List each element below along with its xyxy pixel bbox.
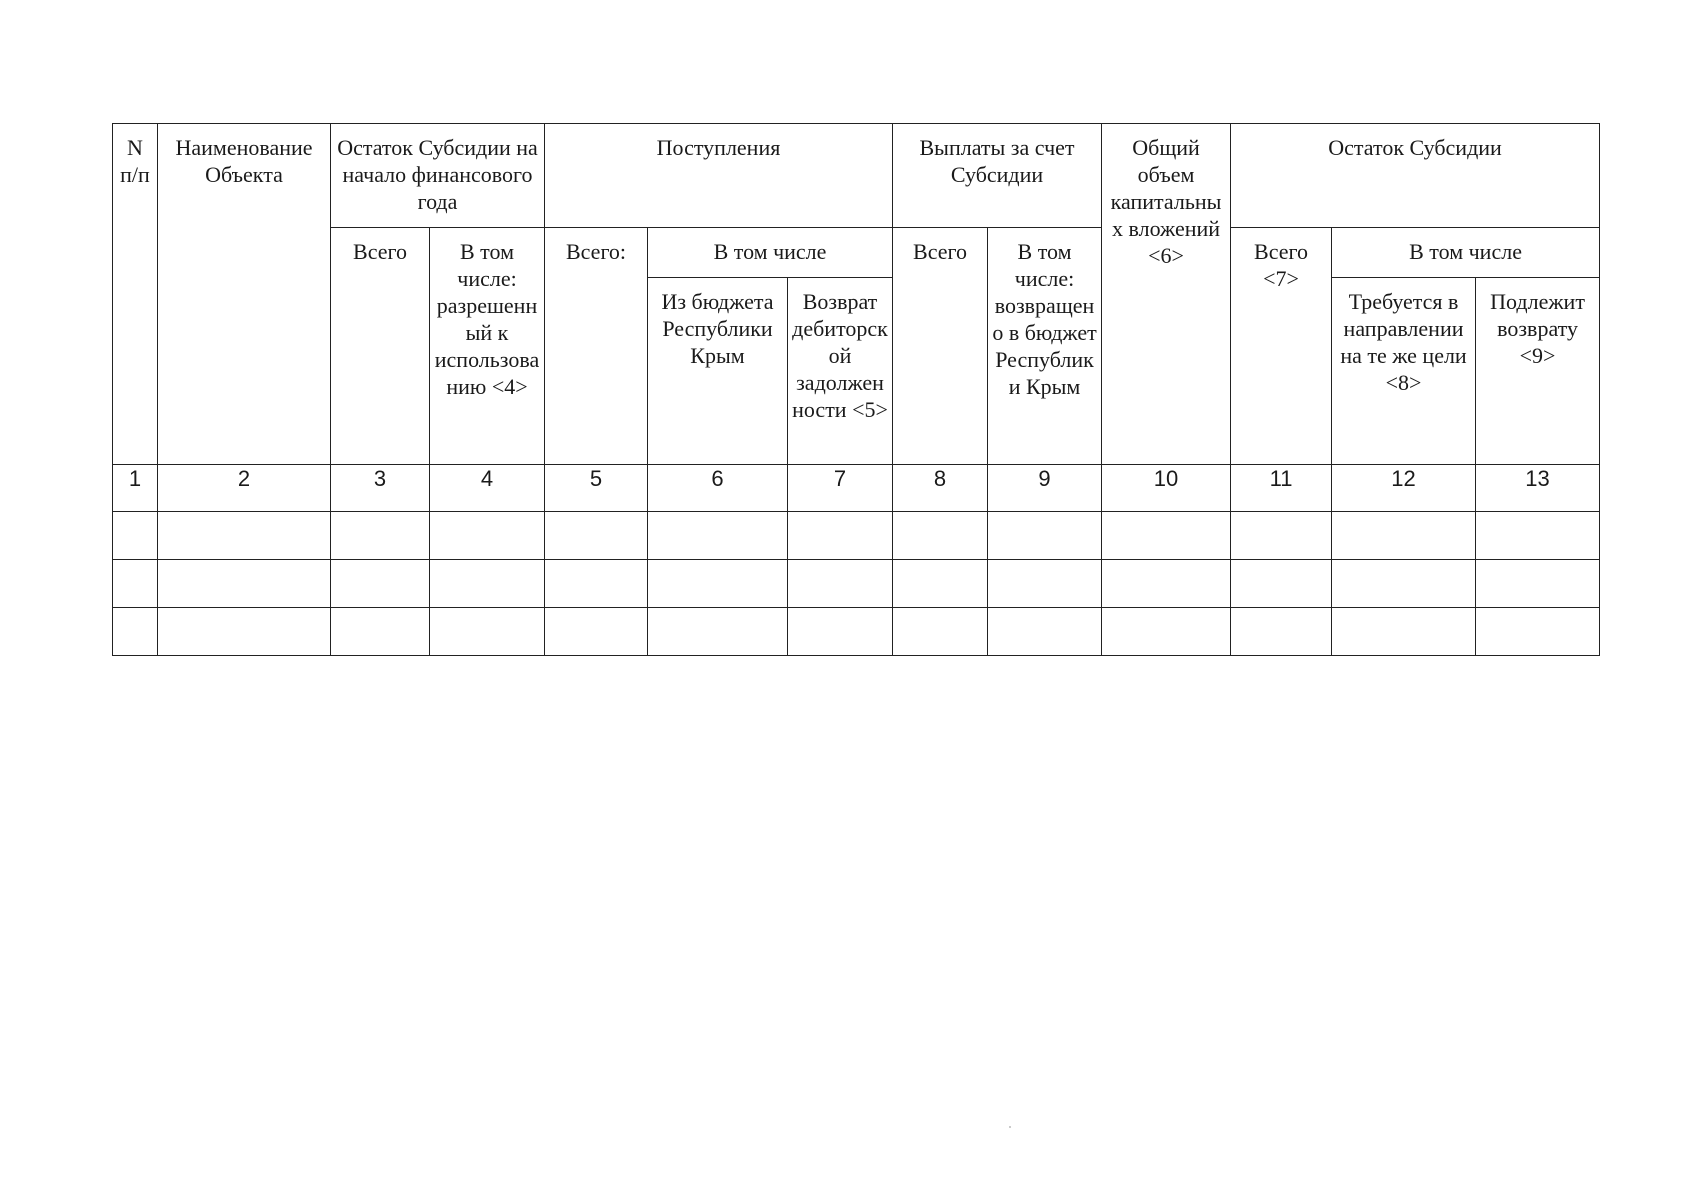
header-balance-end-total: Всего <7> — [1231, 228, 1332, 465]
table-cell — [988, 512, 1102, 560]
header-payments-total: Всего — [893, 228, 988, 465]
column-number-row — [113, 465, 1600, 512]
header-receipts-total: Всего: — [545, 228, 648, 465]
column-number: 6 — [648, 465, 788, 512]
subsidy-report-table — [112, 123, 1600, 656]
header-receipts-including: В том числе — [648, 228, 893, 278]
table-cell — [1476, 512, 1600, 560]
table-cell — [331, 512, 430, 560]
table-cell — [158, 560, 331, 608]
table-cell — [988, 560, 1102, 608]
table-cell — [545, 560, 648, 608]
table-cell — [1332, 512, 1476, 560]
table-cell — [430, 560, 545, 608]
header-col-num: N п/п — [113, 124, 158, 465]
header-balance-end: Остаток Субсидии — [1231, 124, 1600, 228]
empty-rows-group — [113, 512, 1600, 656]
header-receipts: Поступления — [545, 124, 893, 228]
column-number: 2 — [158, 465, 331, 512]
table-cell — [158, 512, 331, 560]
table-cell — [430, 608, 545, 656]
table-cell — [788, 608, 893, 656]
table-cell — [545, 512, 648, 560]
header-balance-start-allowed: В том числе: разрешенный к использованию <4> — [430, 228, 545, 465]
table-cell — [113, 512, 158, 560]
table-cell — [1102, 512, 1231, 560]
column-number: 4 — [430, 465, 545, 512]
column-number: 7 — [788, 465, 893, 512]
table-cell — [113, 608, 158, 656]
table-cell — [1231, 608, 1332, 656]
table-cell — [158, 608, 331, 656]
column-number: 13 — [1476, 465, 1600, 512]
table-cell — [648, 512, 788, 560]
table-row — [113, 560, 1600, 608]
table-cell — [1332, 608, 1476, 656]
table-cell — [893, 608, 988, 656]
header-capital-total: Общий объем капитальных вложений <6> — [1102, 124, 1231, 465]
header-payments-returned: В том числе: возвращено в бюджет Республики Крым — [988, 228, 1102, 465]
header-balance-start-total: Всего — [331, 228, 430, 465]
table-cell — [1102, 560, 1231, 608]
header-receipts-budget: Из бюджета Республики Крым — [648, 278, 788, 465]
scan-speck — [1009, 1126, 1011, 1128]
table-cell — [113, 560, 158, 608]
header-receipts-return: Возврат дебиторской задолженности <5> — [788, 278, 893, 465]
table-cell — [1332, 560, 1476, 608]
column-number: 12 — [1332, 465, 1476, 512]
table-cell — [788, 512, 893, 560]
table-cell — [648, 560, 788, 608]
table-cell — [893, 512, 988, 560]
table-cell — [1231, 512, 1332, 560]
column-number: 11 — [1231, 465, 1332, 512]
table-cell — [788, 560, 893, 608]
table-cell — [545, 608, 648, 656]
column-number: 9 — [988, 465, 1102, 512]
header-balance-start: Остаток Субсидии на начало финансового года — [331, 124, 545, 228]
table-cell — [1476, 560, 1600, 608]
header-balance-end-required: Требуется в направлении на те же цели <8> — [1332, 278, 1476, 465]
header-row-sub1 — [113, 228, 1600, 278]
column-number: 5 — [545, 465, 648, 512]
column-number: 1 — [113, 465, 158, 512]
table-cell — [893, 560, 988, 608]
table-cell — [988, 608, 1102, 656]
header-balance-end-return: Подлежит возврату <9> — [1476, 278, 1600, 465]
table-row — [113, 512, 1600, 560]
header-balance-end-including: В том числе — [1332, 228, 1600, 278]
table-cell — [430, 512, 545, 560]
header-payments: Выплаты за счет Субсидии — [893, 124, 1102, 228]
table-cell — [1476, 608, 1600, 656]
header-row-main — [113, 124, 1600, 228]
table-cell — [648, 608, 788, 656]
table-row — [113, 608, 1600, 656]
column-number: 10 — [1102, 465, 1231, 512]
column-number: 3 — [331, 465, 430, 512]
header-object-name: Наименование Объекта — [158, 124, 331, 465]
table-cell — [1102, 608, 1231, 656]
table-cell — [331, 560, 430, 608]
column-number: 8 — [893, 465, 988, 512]
table-cell — [1231, 560, 1332, 608]
table-cell — [331, 608, 430, 656]
